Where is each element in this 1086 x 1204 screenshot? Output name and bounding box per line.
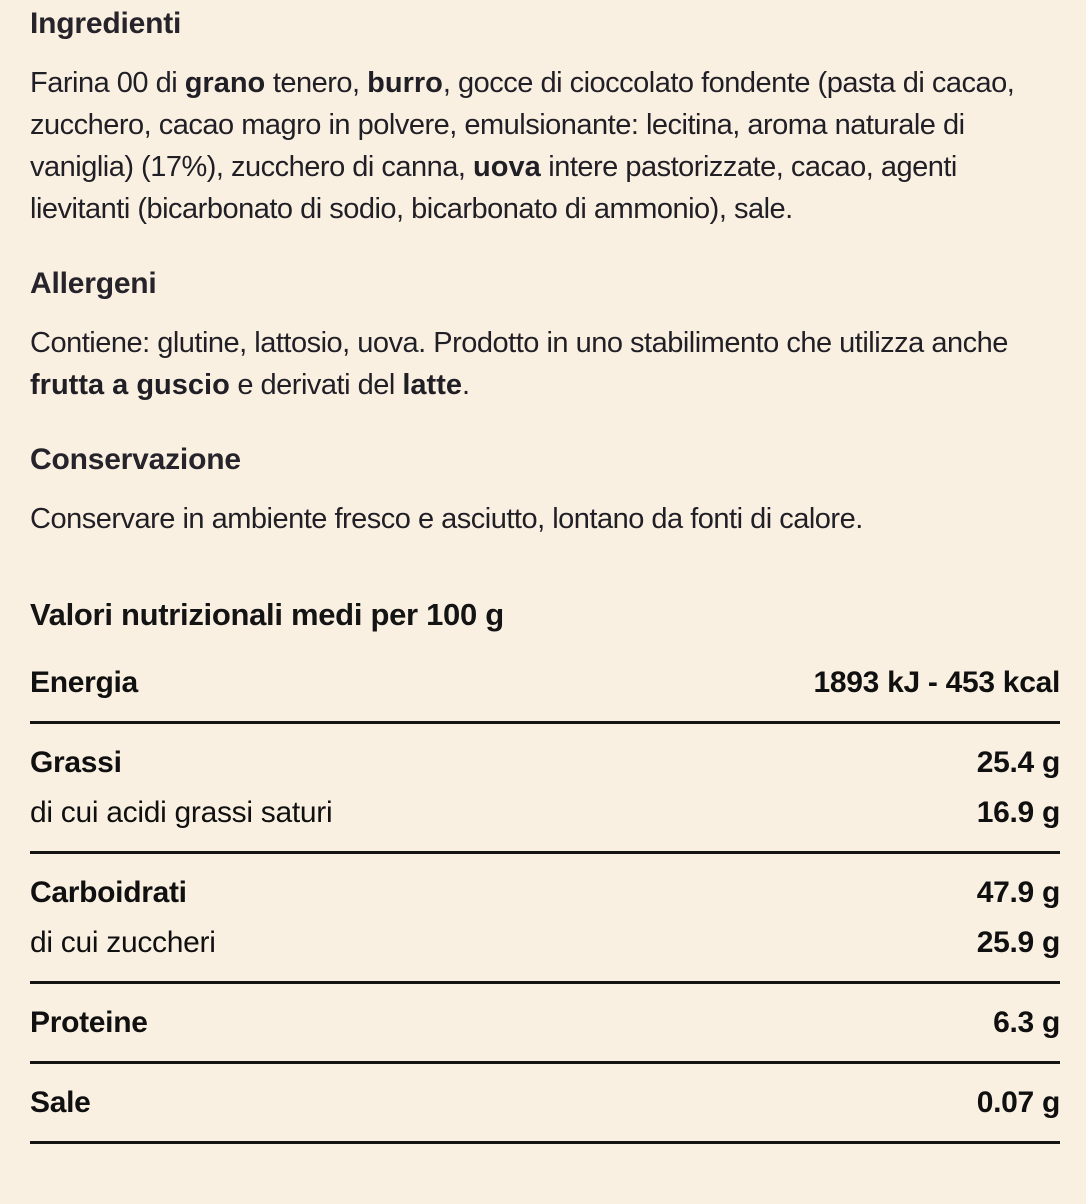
text-run: Conservare in ambiente fresco e asciutto, lontano da fonti di calore. — [30, 503, 863, 535]
nutrient-value: 1893 kJ - 453 kcal — [813, 666, 1060, 699]
highlighted-term: burro — [367, 67, 443, 99]
nutrient-label: di cui acidi grassi saturi — [30, 796, 333, 829]
text-run: e derivati del — [229, 369, 403, 401]
text-run: tenero, — [265, 67, 368, 99]
nutrient-label: di cui zuccheri — [30, 926, 216, 959]
nutrient-value: 25.4 g — [976, 746, 1060, 779]
nutrient-label: Carboidrati — [30, 876, 187, 909]
nutrient-value: 47.9 g — [976, 876, 1060, 909]
text-run: . — [462, 369, 470, 401]
storage-heading: Conservazione — [30, 443, 241, 476]
section-storage — [30, 442, 1060, 540]
nutrient-value: 0.07 g — [976, 1086, 1060, 1119]
highlighted-term: grano — [184, 67, 266, 99]
section-nutrition-facts — [30, 596, 1060, 1144]
nutrition-group — [30, 984, 1060, 1064]
nutrition-table — [30, 644, 1060, 1144]
text-run: Farina 00 di — [30, 67, 185, 99]
storage-text — [30, 498, 1060, 540]
nutrition-group — [30, 1064, 1060, 1144]
allergens-text — [30, 322, 1060, 406]
nutrient-label: Grassi — [30, 746, 122, 779]
nutrition-group — [30, 724, 1060, 854]
text-run: intere pastorizzate, cacao, agenti lievitanti (bicarbonato di sodio, bicarbonato di ammonio), sale. — [30, 151, 957, 225]
nutrient-value: 16.9 g — [976, 796, 1060, 829]
section-allergens — [30, 266, 1060, 406]
ingredients-text — [30, 62, 1060, 230]
nutrient-label: Proteine — [30, 1006, 148, 1039]
nutrition-title: Valori nutrizionali medi per 100 g — [30, 597, 504, 632]
nutrition-row — [30, 788, 1060, 838]
nutrition-group — [30, 854, 1060, 984]
nutrition-row — [30, 868, 1060, 918]
nutrient-value: 6.3 g — [993, 1006, 1060, 1039]
nutrient-value: 25.9 g — [976, 926, 1060, 959]
highlighted-term: frutta a guscio — [30, 369, 230, 401]
text-run: , gocce di cioccolato fondente (pasta di cacao, zucchero, cacao magro in polvere, emulsionante: lecitina, aroma naturale di vaniglia) (17%), zucchero di canna, — [30, 67, 1015, 183]
highlighted-term: latte — [402, 369, 462, 401]
nutrition-row — [30, 658, 1060, 708]
nutrition-row — [30, 1078, 1060, 1128]
nutrition-row — [30, 918, 1060, 968]
section-ingredients — [30, 6, 1060, 230]
nutrition-row — [30, 738, 1060, 788]
nutrient-label: Energia — [30, 666, 138, 699]
allergens-heading: Allergeni — [30, 267, 157, 300]
nutrient-label: Sale — [30, 1086, 91, 1119]
text-run: Contiene: glutine, lattosio, uova. Prodotto in uno stabilimento che utilizza anche — [30, 327, 1008, 359]
highlighted-term: uova — [473, 151, 541, 183]
ingredients-heading: Ingredienti — [30, 7, 182, 40]
nutrition-group — [30, 644, 1060, 724]
nutrition-row — [30, 998, 1060, 1048]
